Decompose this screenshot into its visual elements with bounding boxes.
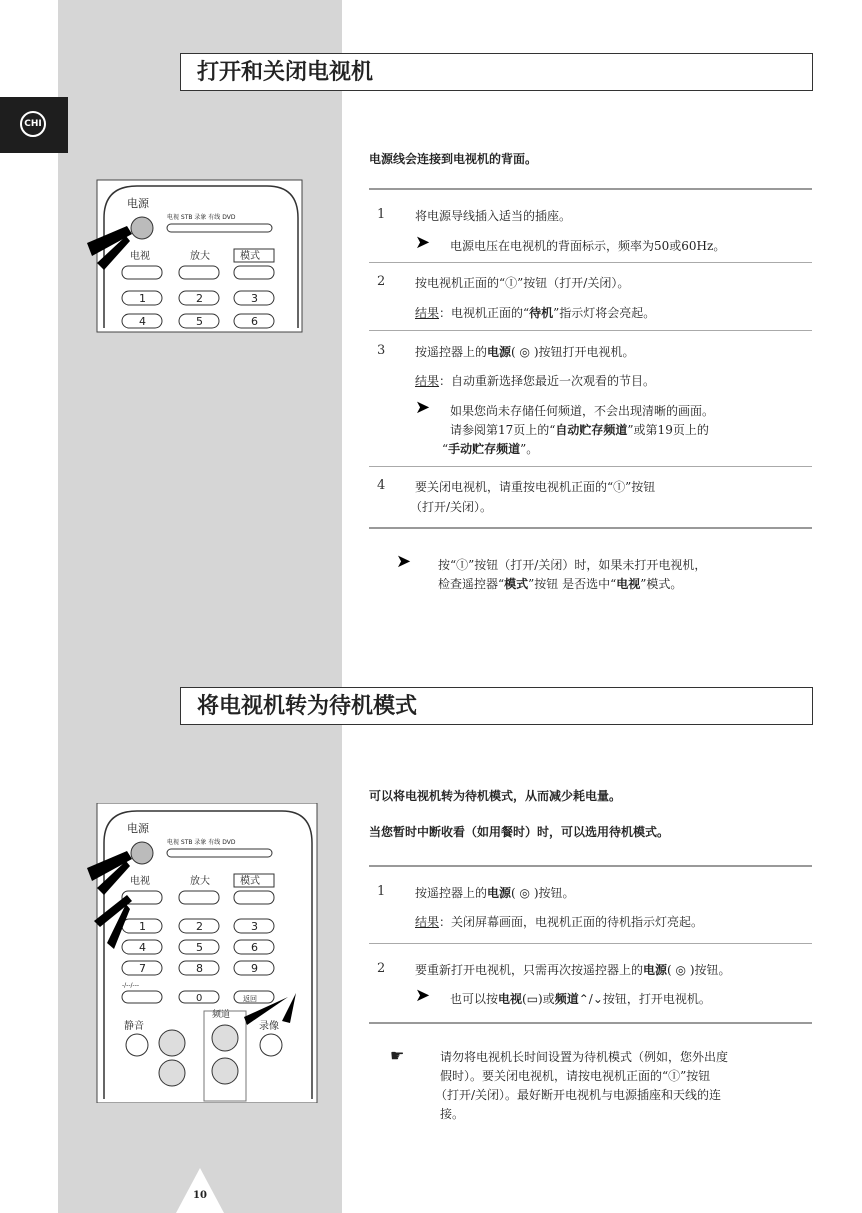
text: ( ◎ )按钮。	[511, 886, 575, 900]
warning-text: （打开/关闭）。最好断开电视机与电源插座和天线的连	[435, 1088, 722, 1102]
result-label: 结果	[415, 915, 440, 929]
svg-text:4: 4	[139, 315, 146, 328]
svg-text:6: 6	[251, 315, 258, 328]
page-number: 10	[193, 1190, 207, 1201]
step-text: 将电源导线插入适当的插座。	[415, 209, 572, 223]
section2-intro: 可以将电视机转为待机模式，从而减少耗电量。	[369, 789, 622, 803]
step-note	[450, 421, 709, 438]
svg-text:0: 0	[196, 993, 203, 1004]
svg-text:电源: 电源	[127, 197, 149, 210]
text-bold: 频道	[554, 992, 579, 1006]
result-label: 结果	[415, 306, 440, 320]
svg-text:1: 1	[139, 920, 146, 933]
text-bold: 电源	[643, 963, 668, 977]
svg-text:3: 3	[251, 292, 258, 305]
svg-text:放大: 放大	[190, 251, 210, 262]
divider	[369, 188, 812, 190]
step-result	[415, 913, 703, 930]
svg-text:电视 STB 录象 有线 DVD: 电视 STB 录象 有线 DVD	[167, 839, 236, 846]
step-result	[415, 372, 655, 389]
svg-text:电源: 电源	[127, 822, 149, 835]
svg-text:电视: 电视	[130, 876, 150, 887]
text-bold: 模式	[504, 577, 529, 591]
result-text: ”指示灯将会亮起。	[553, 306, 656, 320]
text: 也可以按	[450, 992, 499, 1006]
warning-text: 请勿将电视机长时间设置为待机模式（例如，您外出度	[440, 1050, 729, 1064]
text-bold: 电源	[487, 345, 512, 359]
text: ”或第19页上的	[627, 423, 709, 437]
svg-text:9: 9	[251, 962, 258, 975]
text: ”按钮 是否选中“	[528, 577, 617, 591]
step-text: （打开/关闭）。	[410, 500, 493, 514]
step-note: 如果您尚未存储任何频道，不会出现清晰的画面。	[450, 404, 715, 418]
tip-text: 按“Ⓘ”按钮（打开/关闭）时，如果未打开电视机，	[438, 558, 707, 572]
step-text	[415, 884, 575, 901]
divider	[369, 527, 812, 529]
text: ( ◎ )按钮。	[667, 963, 731, 977]
remote-illustration-2	[82, 803, 322, 1103]
step-note: 电源电压在电视机的背面标示，频率为50或60Hz。	[450, 239, 726, 253]
text: ”。	[520, 442, 539, 456]
divider	[369, 466, 812, 467]
step-text: 按电视机正面的“Ⓘ”按钮（打开/关闭）。	[415, 276, 630, 290]
step-number: 1	[377, 884, 386, 899]
step-note	[450, 990, 711, 1007]
text: 按遥控器上的	[415, 345, 488, 359]
svg-text:频道: 频道	[212, 1010, 231, 1020]
result-bold: 待机	[529, 306, 554, 320]
divider	[369, 865, 812, 867]
step-text	[415, 343, 635, 360]
step-number: 4	[377, 478, 386, 493]
text-bold: 自动贮存频道	[555, 423, 628, 437]
svg-text:5: 5	[196, 315, 203, 328]
svg-text:4: 4	[139, 941, 146, 954]
result-text: ：关闭屏幕画面，电视机正面的待机指示灯亮起。	[439, 915, 704, 929]
divider	[369, 1022, 812, 1024]
svg-text:电视: 电视	[130, 251, 150, 262]
svg-text:模式: 模式	[240, 251, 260, 262]
result-text: ：自动重新选择您最近一次观看的节目。	[439, 374, 656, 388]
pointing-hand-icon: ☛	[390, 1046, 405, 1065]
svg-text:1: 1	[139, 292, 146, 305]
svg-text:8: 8	[196, 962, 203, 975]
text: ( ◎ )按钮打开电视机。	[511, 345, 635, 359]
step-text: 要关闭电视机，请重按电视机正面的“Ⓘ”按钮	[415, 480, 656, 494]
step-number: 2	[377, 961, 386, 976]
result-text: ：电视机正面的“	[439, 306, 530, 320]
text: 按遥控器上的	[415, 886, 488, 900]
arrow-icon: ➤	[396, 551, 412, 572]
svg-text:放大: 放大	[190, 876, 210, 887]
step-number: 1	[377, 207, 386, 222]
text-bold: 电视	[616, 577, 641, 591]
svg-text:5: 5	[196, 941, 203, 954]
svg-text:6: 6	[251, 941, 258, 954]
text: 要重新打开电视机，只需再次按遥控器上的	[415, 963, 644, 977]
section1-title: 打开和关闭电视机	[180, 53, 813, 91]
svg-text:录像: 录像	[259, 1021, 279, 1032]
svg-text:3: 3	[251, 920, 258, 933]
svg-text:返回: 返回	[243, 995, 257, 1003]
warning-text: 接。	[440, 1107, 465, 1121]
step-text	[415, 961, 731, 978]
svg-text:模式: 模式	[240, 876, 260, 887]
text: ”模式。	[640, 577, 683, 591]
divider	[369, 943, 812, 944]
svg-text:2: 2	[196, 292, 203, 305]
text-bold: 电源	[487, 886, 512, 900]
divider	[369, 262, 812, 263]
svg-text:静音: 静音	[124, 1021, 144, 1032]
text: ⌃/⌄按钮，打开电视机。	[578, 992, 711, 1006]
section2-intro: 当您暂时中断收看（如用餐时）时，可以选用待机模式。	[369, 825, 670, 839]
step-number: 2	[377, 274, 386, 289]
svg-text:-/--/---: -/--/---	[122, 982, 140, 989]
section2-title: 将电视机转为待机模式	[180, 687, 813, 725]
svg-text:电视 STB 录象 有线 DVD: 电视 STB 录象 有线 DVD	[167, 214, 236, 221]
text: 检查遥控器“	[438, 577, 505, 591]
text: 请参阅第17页上的“	[450, 423, 556, 437]
text-bold: 手动贮存频道	[448, 442, 521, 456]
step-note	[442, 440, 538, 457]
text: (▭)或	[522, 992, 555, 1006]
remote-illustration-1	[82, 178, 307, 333]
result-label: 结果	[415, 374, 440, 388]
step-result	[415, 304, 655, 321]
section1-intro: 电源线会连接到电视机的背面。	[369, 152, 538, 166]
text-bold: 电视	[498, 992, 523, 1006]
warning-text: 假时）。要关闭电视机，请按电视机正面的“Ⓘ”按钮	[440, 1069, 711, 1083]
svg-text:7: 7	[139, 962, 146, 975]
arrow-icon: ➤	[415, 232, 431, 253]
step-number: 3	[377, 343, 386, 358]
arrow-icon: ➤	[415, 397, 431, 418]
text: “	[442, 442, 449, 456]
divider	[369, 330, 812, 331]
arrow-icon: ➤	[415, 985, 431, 1006]
tip-text	[438, 575, 682, 592]
language-tab-label: CHI	[20, 111, 46, 137]
svg-text:2: 2	[196, 920, 203, 933]
